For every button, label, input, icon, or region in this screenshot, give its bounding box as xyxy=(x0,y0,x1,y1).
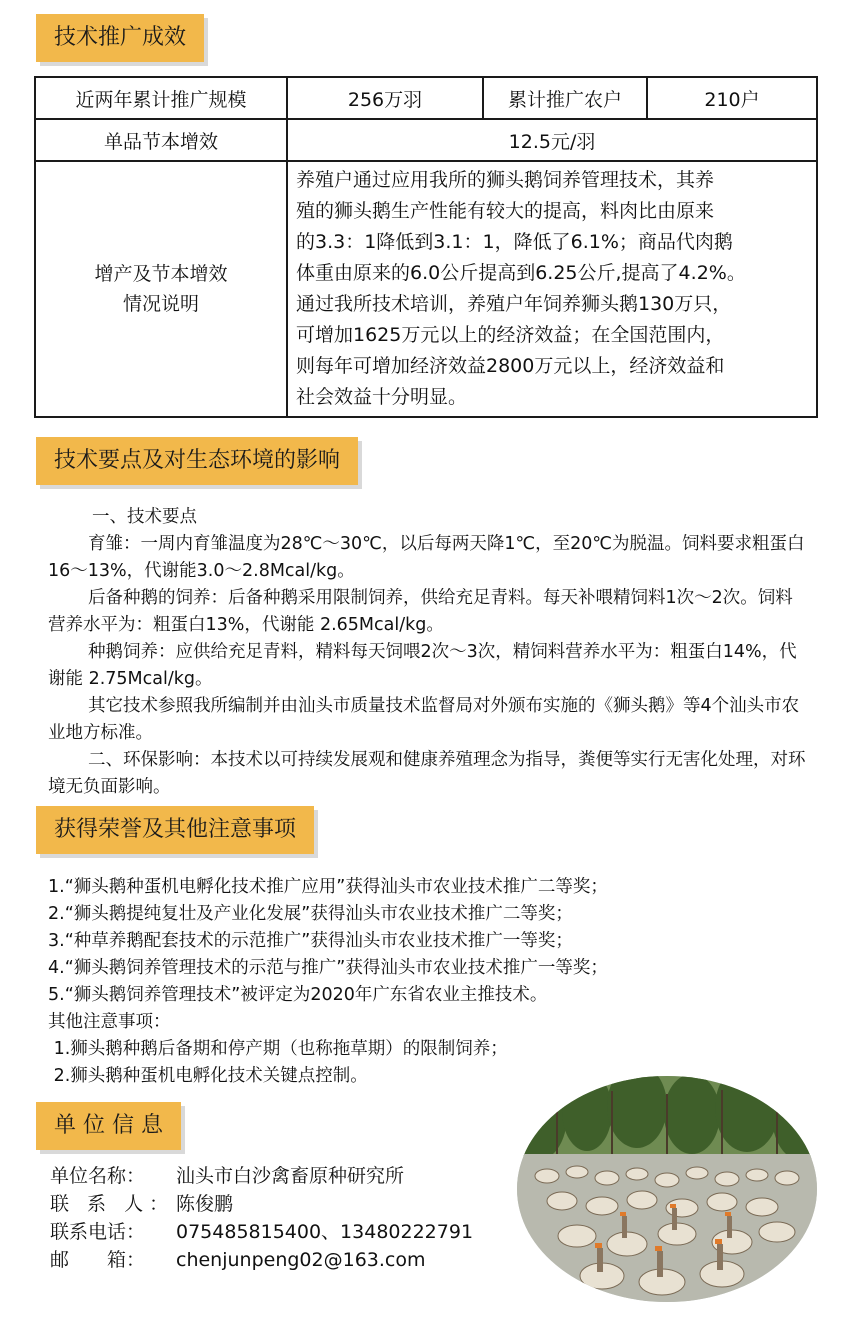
unit-contact-row xyxy=(50,1190,473,1218)
desc-line: 的3.3：1降低到3.1：1，降低了6.1%；商品代肉鹅 xyxy=(296,231,733,253)
scale-value: 256万羽 xyxy=(287,77,483,119)
honor-item: 3.“种草养鹅配套技术的示范推广”获得汕头市农业技术推广一等奖； xyxy=(48,931,573,951)
honor-item: 5.“狮头鹅饲养管理技术”被评定为2020年广东省农业主推技术。 xyxy=(48,985,548,1005)
farmers-label: 累计推广农户 xyxy=(483,77,647,119)
honor-item: 4.“狮头鹅饲养管理技术的示范与推广”获得汕头市农业技术推广一等奖； xyxy=(48,958,608,978)
unit-name-value: 汕头市白沙禽畜原种研究所 xyxy=(176,1165,405,1187)
unit-phone-value: 07548581540​0、13480222791 xyxy=(176,1221,474,1243)
unit-contact-value: 陈俊鹏 xyxy=(176,1193,234,1215)
tech-eco: 二、环保影响：本技术以可持续发展观和健康养殖理念为指导，粪便等实行无害化处理，对环境无负面影响。 xyxy=(48,750,806,797)
farmers-value: 210户 xyxy=(647,77,817,119)
section-title-tech-text: 技术要点及对生态环境的影响 xyxy=(54,448,341,473)
section-title-honor-text: 获得荣誉及其他注意事项 xyxy=(54,817,297,842)
tech-brooding: 育雏：一周内育雏温度为28℃～30℃，以后每两天降1℃，至20℃为脱温。饲料要求粗蛋白16～13%，代谢能3.0～2.8Mcal/kg。 xyxy=(48,534,805,581)
tech-points xyxy=(48,504,808,801)
unit-name-row xyxy=(50,1162,473,1190)
notes-heading: 其他注意事项： xyxy=(48,1012,171,1032)
section-title-effect-text: 技术推广成效 xyxy=(54,25,187,50)
geese-photo xyxy=(517,1076,817,1302)
unit-info xyxy=(50,1162,473,1274)
benefit-label: 单品节本增效 xyxy=(35,119,287,161)
unit-phone-row xyxy=(50,1218,473,1246)
scale-label: 近两年累计推广规模 xyxy=(35,77,287,119)
desc-line: 养殖户通过应用我所的狮头鹅饲养管理技术，其养 xyxy=(296,169,715,191)
desc-label xyxy=(35,161,287,417)
desc-line: 社会效益十分明显。 xyxy=(296,386,468,408)
desc-label-line-1: 增产及节本增效 xyxy=(94,263,228,285)
desc-line: 通过我所技术培训，养殖户年饲养狮头鹅130万只， xyxy=(296,293,732,315)
tech-reserve: 后备种鹅的饲养：后备种鹅采用限制饲养，供给充足青料。每天补喂精饲料1次～2次。饲料营养水平为：粗蛋白13%，代谢能 2.65Mcal/kg。 xyxy=(48,588,793,635)
tech-other: 其它技术参照我所编制并由汕头市质量技术监督局对外颁布实施的《狮头鹅》等4个汕头市农业地方标准。 xyxy=(48,696,800,743)
section-title-effect xyxy=(36,14,204,62)
honors-list xyxy=(48,874,808,1090)
desc-line: 殖的狮头鹅生产性能有较大的提高，料肉比由原来 xyxy=(296,200,715,222)
section-title-unit-text: 单 位 信 息 xyxy=(54,1113,163,1138)
desc-line: 体重由原来的6.0公斤提高到6.25公斤,提高了4.2%。 xyxy=(296,262,746,284)
unit-email-value: chenjunpeng02@163.com xyxy=(176,1249,426,1271)
benefit-value: 12.5元/羽 xyxy=(287,119,817,161)
unit-email-label: 邮 箱： xyxy=(50,1249,146,1271)
unit-contact-label: 联 系 人： xyxy=(50,1193,175,1215)
honor-item: 2.“狮头鹅提纯复壮及产业化发展”获得汕头市农业技术推广二等奖； xyxy=(48,904,573,924)
geese-photo-illustration xyxy=(517,1076,817,1302)
section-title-tech xyxy=(36,437,358,485)
unit-name-label: 单位名称： xyxy=(50,1165,146,1187)
desc-line: 则每年可增加经济效益2800万元以上，经济效益和 xyxy=(296,355,725,377)
desc-text xyxy=(287,161,817,417)
desc-label-line-2: 情况说明 xyxy=(122,293,199,315)
unit-phone-label: 联系电话： xyxy=(50,1221,146,1243)
note-item: 1.狮头鹅种鹅后备期和停产期（也称拖草期）的限制饲养； xyxy=(48,1039,508,1059)
honor-item: 1.“狮头鹅种蛋机电孵化技术推广应用”获得汕头市农业技术推广二等奖； xyxy=(48,877,608,897)
desc-line: 可增加1625万元以上的经济效益；在全国范围内， xyxy=(296,324,725,346)
section-title-unit xyxy=(36,1102,181,1150)
section-title-honor xyxy=(36,806,314,854)
promotion-table xyxy=(34,76,818,418)
tech-breeder: 种鹅饲养：应供给充足青料，精料每天饲喂2次～3次，精饲料营养水平为：粗蛋白14%，代谢能 2.75Mcal/kg。 xyxy=(48,642,797,689)
note-item: 2.狮头鹅种蛋机电孵化技术关键点控制。 xyxy=(48,1066,368,1086)
tech-points-heading: 一、技术要点 xyxy=(92,507,197,527)
unit-email-row xyxy=(50,1246,473,1274)
